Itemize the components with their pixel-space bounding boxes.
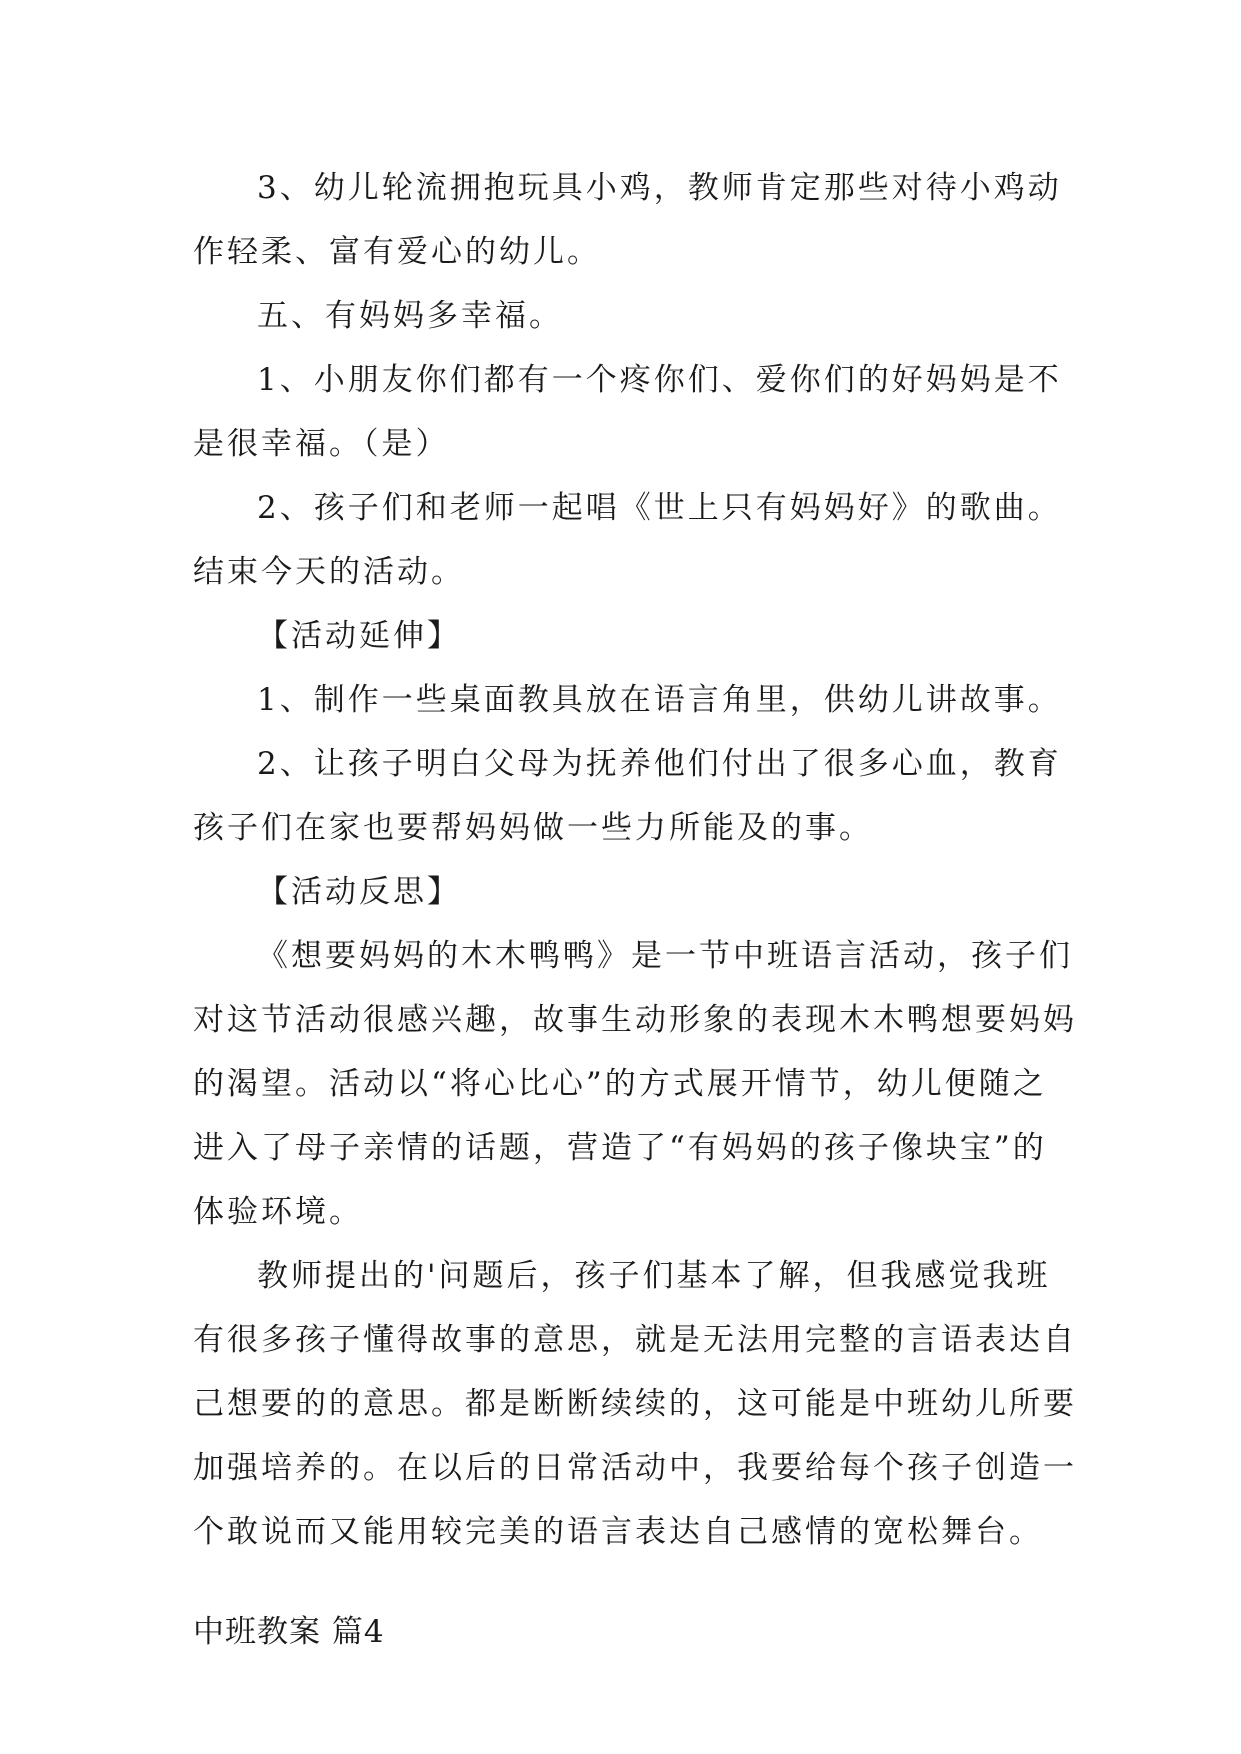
paragraph-line: 孩子们在家也要帮妈妈做一些力所能及的事。 [193, 810, 873, 846]
paragraph-line: 结束今天的活动。 [193, 554, 465, 590]
paragraph-line: 个敢说而又能用较完美的语言表达自己感情的宽松舞台。 [193, 1514, 1043, 1550]
paragraph-line: 3、幼儿轮流拥抱玩具小鸡，教师肯定那些对待小鸡动 [257, 170, 1062, 206]
paragraph-line: 作轻柔、富有爱心的幼儿。 [193, 234, 601, 270]
activity-extension-heading: 【活动延伸】 [257, 618, 461, 654]
paragraph-line: 2、孩子们和老师一起唱《世上只有妈妈好》的歌曲。 [257, 490, 1062, 526]
paragraph-line: 对这节活动很感兴趣，故事生动形象的表现木木鸭想要妈妈 [193, 1002, 1077, 1038]
paragraph-line: 教师提出的'问题后，孩子们基本了解，但我感觉我班 [257, 1258, 1051, 1294]
paragraph-line: 《想要妈妈的木木鸭鸭》是一节中班语言活动，孩子们 [257, 938, 1073, 974]
activity-reflection-heading: 【活动反思】 [257, 874, 461, 910]
paragraph-line: 己想要的的意思。都是断断续续的，这可能是中班幼儿所要 [193, 1386, 1077, 1422]
paragraph-line: 1、小朋友你们都有一个疼你们、爱你们的好妈妈是不 [257, 362, 1062, 398]
paragraph-line: 2、让孩子明白父母为抚养他们付出了很多心血，教育 [257, 746, 1062, 782]
paragraph-line: 加强培养的。在以后的日常活动中，我要给每个孩子创造一 [193, 1450, 1077, 1486]
paragraph-line: 是很幸福。（是） [193, 426, 450, 462]
paragraph-line: 的渴望。活动以“将心比心”的方式展开情节，幼儿便随之 [193, 1066, 1047, 1102]
section-heading-line: 五、有妈妈多幸福。 [257, 298, 563, 334]
paragraph-line: 体验环境。 [193, 1194, 363, 1230]
section-title: 中班教案 篇4 [193, 1614, 385, 1650]
paragraph-line: 进入了母子亲情的话题，营造了“有妈妈的孩子像块宝”的 [193, 1130, 1047, 1166]
paragraph-line: 有很多孩子懂得故事的意思，就是无法用完整的言语表达自 [193, 1322, 1077, 1358]
paragraph-line: 1、制作一些桌面教具放在语言角里，供幼儿讲故事。 [257, 682, 1062, 718]
